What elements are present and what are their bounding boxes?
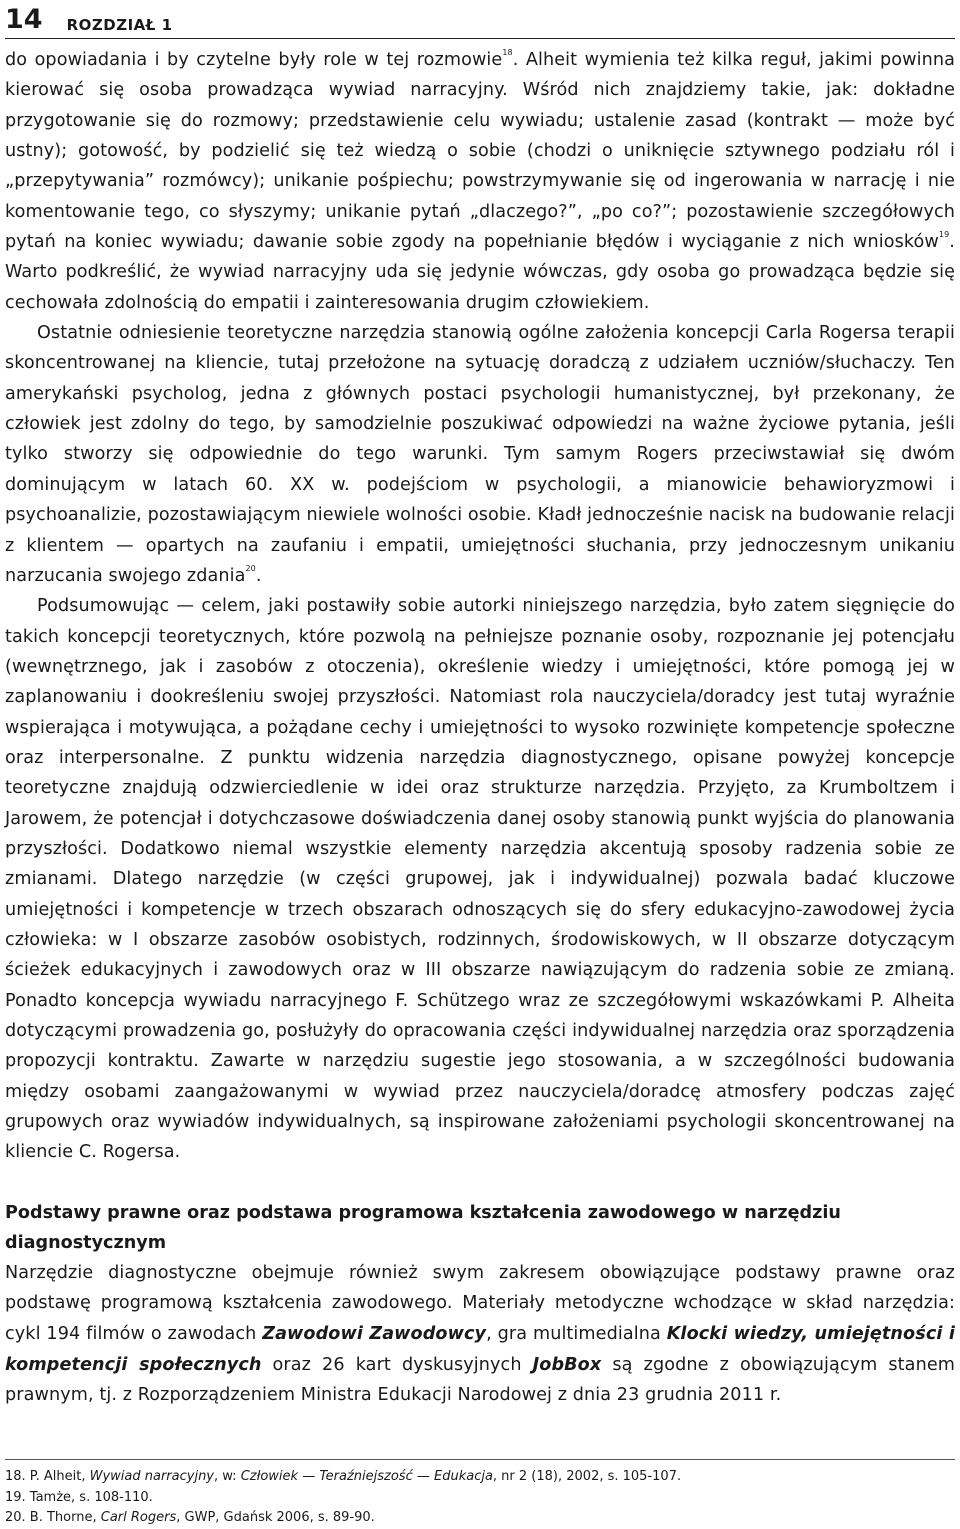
section-legal-basis (5, 1198, 955, 1411)
section-text-2: , gra multimedialna (486, 1323, 667, 1344)
footnote-20-title: Carl Rogers (100, 1510, 177, 1525)
paragraph-3 (5, 591, 955, 1168)
section-paragraph (5, 1258, 955, 1411)
paragraph-1-text-a: do opowiadania i by czytelne były role w tej rozmowie (5, 50, 503, 70)
paragraph-1-text-b: . Alheit wymienia też kilka reguł, jakimi powinna kierować się osoba prowadząca wywiad narracyjny. Wśród nich znajdziemy takie, jak: dokładne przygotowanie się do rozmowy; przedstawienie celu wywiadu; ustalenie zasad (kontrakt — może być ustny); gotowość, by podzielić się też wiedzą o sobie (chodzi o uniknięcie sztywnego podziału ról i „przepytywania” rozmówcy); unikanie pośpiechu; powstrzymywanie się od ingerowania w narrację i nie komentowanie tego, co słyszymy; unikanie pytań „dlaczego?”, „po co?”; pozostawienie szczegółowych pytań na koniec wywiadu; dawanie sobie zgody na popełnianie błędów i wyciąganie z nich wniosków (5, 50, 955, 253)
footnote-18-post: , nr 2 (18), 2002, s. 105-107. (492, 1469, 682, 1484)
title-jobbox: JobBox (532, 1354, 602, 1375)
page-header (5, 0, 955, 39)
footnote-18 (5, 1467, 955, 1488)
footnotes (5, 1459, 955, 1529)
paragraph-2 (5, 318, 955, 591)
footnote-20-post: , GWP, Gdańsk 2006, s. 89-90. (176, 1510, 375, 1525)
footnote-ref-19[interactable]: 19 (938, 230, 950, 240)
footnote-19: 19. Tamże, s. 108-110. (5, 1489, 153, 1505)
paragraph-1-text-c: . Warto podkreślić, że wywiad narracyjny uda się jedynie wówczas, gdy osoba go prowadząca będzie się cechowała zdolnością do empatii i zainteresowania drugim człowiekiem. (5, 232, 955, 313)
page (5, 0, 955, 1525)
title-zawodowi-zawodowcy: Zawodowi Zawodowcy (262, 1323, 487, 1344)
footnote-20-pre: 20. B. Thorne, (5, 1510, 101, 1525)
section-heading: Podstawy prawne oraz podstawa programowa kształcenia zawodowego w narzędziu diagnostycznym (5, 1202, 841, 1253)
title-klocki-wiedzy: Klocki wiedzy, umiejętności i kompetencji społecznych (5, 1323, 955, 1375)
footnote-18-title: Wywiad narracyjny (89, 1469, 214, 1484)
footnote-ref-18[interactable]: 18 (502, 48, 513, 57)
footnote-18-mid: , w: (214, 1469, 241, 1484)
paragraph-1 (5, 45, 955, 318)
paragraph-2-text-b: . (255, 565, 262, 586)
section-text-1: Narzędzie diagnostyczne obejmuje również swym zakresem obowiązujące podstawy prawne oraz podstawę programową kształcenia zawodowego. Materiały metodyczne wchodzące w skład narzędzia: cykl 194 filmów o zawodach (5, 1262, 955, 1344)
section-text-4: są zgodne z obowiązującym stanem prawnym, tj. z Rozporządzeniem Ministra Edukacji Narodowej z dnia 23 grudnia 2011 r. (5, 1354, 955, 1406)
footnote-ref-20[interactable]: 20 (245, 563, 256, 573)
page-number: 14 (5, 4, 43, 35)
body-text (5, 45, 955, 1168)
footnote-20 (5, 1508, 955, 1529)
section-text-3: oraz 26 kart dyskusyjnych (261, 1354, 533, 1375)
footnote-divider (5, 1459, 955, 1460)
footnote-18-journal: Człowiek — Teraźniejszość — Edukacja (240, 1469, 493, 1484)
chapter-title: ROZDZIAŁ 1 (66, 16, 173, 34)
footnote-18-pre: 18. P. Alheit, (5, 1469, 90, 1484)
paragraph-3-text: Podsumowując — celem, jaki postawiły sobie autorki niniejszego narzędzia, było zatem sięgnięcie do takich koncepcji teoretycznych, które pozwolą na pełniejsze poznanie osoby, rozpoznanie jej potencjału (wewnętrznego, jak i zasobów z otoczenia), określenie wiedzy i umiejętności, które pomogą jej w zaplanowaniu i dookreśleniu swojej przyszłości. Natomiast rola nauczyciela/doradcy jest tutaj wyraźnie wspierająca i motywująca, a pożądane cechy i umiejętności to wysoko rozwinięte kompetencje społeczne oraz interpersonalne. Z punktu widzenia narzędzia diagnostycznego, opisane powyżej koncepcje teoretyczne znajdują odzwierciedlenie w idei oraz strukturze narzędzia. Przyjęto, za Krumboltzem i Jarowem, że potencjał i dotychczasowe doświadczenia danej osoby stanowią punkt wyjścia do planowania przyszłości. Dodatkowo niemal wszystkie elementy narzędzia akcentują sposoby radzenia sobie ze zmianami. Dlatego narzędzie (w części grupowej, jak i indywidualnej) pozwala badać kluczowe umiejętności i kompetencje w trzech obszarach odnoszących się do sfery edukacyjno-zawodowej życia człowieka: w I obszarze zasobów osobistych, rodzinnych, środowiskowych, w II obszarze dotyczącym ścieżek edukacyjnych i zawodowych oraz w III obszarze nawiązującym do radzenia sobie ze zmianą. Ponadto koncepcja wywiadu narracyjnego F. Schützego wraz ze szczegółowymi wskazówkami P. Alheita dotyczącymi prowadzenia go, posłużyły do opracowania części indywidualnej narzędzia oraz sporządzenia propozycji kontraktu. Zawarte w narzędziu sugestie jego stosowania, a w szczególności budowania między osobami zaangażowanymi w wywiad przez nauczyciela/doradcę atmosfery podczas zajęć grupowych oraz wywiadów indywidualnych, są inspirowane założeniami psychologii skoncentrowanej na kliencie C. Rogersa. (5, 596, 955, 1163)
paragraph-2-text-a: Ostatnie odniesienie teoretyczne narzędzia stanowią ogólne założenia koncepcji Carla Rogersa terapii skoncentrowanej na kliencie, tutaj przełożone na sytuację doradczą z udziałem uczniów/słuchaczy. Ten amerykański psycholog, jedna z głównych postaci psychologii humanistycznej, był przekonany, że człowiek jest zdolny do tego, by samodzielnie poszukiwać odpowiedzi na ważne życiowe pytania, jeśli tylko stworzy się odpowiednie do tego warunki. Tym samym Rogers przeciwstawiał się dwóm dominującym w latach 60. XX w. podejściom w psychologii, a mianowicie behawioryzmowi i psychoanalizie, pozostawiającym niewiele wolności osobie. Kładł jednocześnie nacisk na budowanie relacji z klientem — opartych na zaufaniu i empatii, umiejętności słuchania, przy jednoczesnym unikaniu narzucania swojego zdania (5, 323, 955, 586)
